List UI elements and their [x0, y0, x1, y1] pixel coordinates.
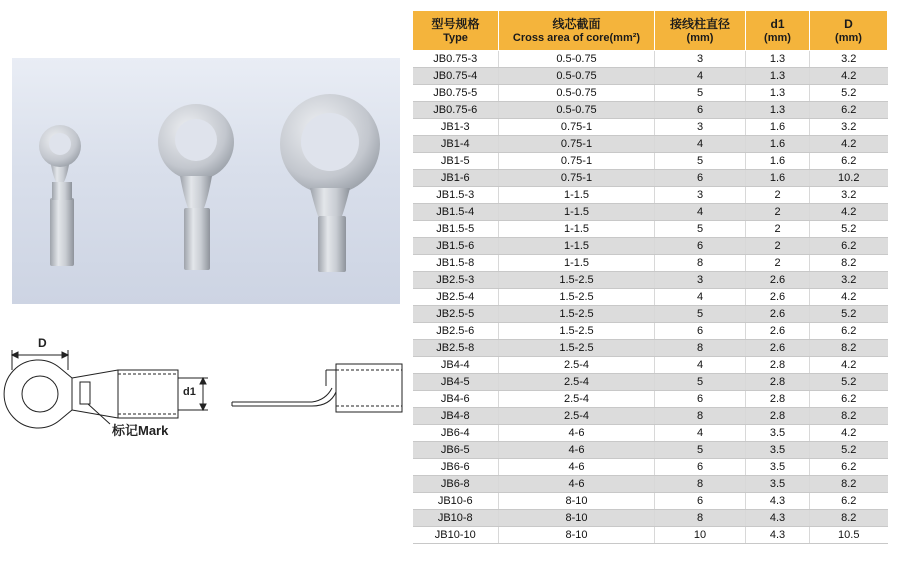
- table-row: [413, 442, 888, 459]
- table-cell-d1: 2.8: [746, 357, 810, 374]
- table-cell-d1: 2: [746, 238, 810, 255]
- table-cell-cross-area: 2.5-4: [499, 408, 655, 425]
- table-cell-cross-area: 2.5-4: [499, 357, 655, 374]
- table-row: [413, 187, 888, 204]
- table-cell-d1: 1.6: [746, 170, 810, 187]
- table-cell-d1: 3.5: [746, 442, 810, 459]
- table-cell-d: 4.2: [810, 425, 888, 442]
- table-cell-cross-area: 0.5-0.75: [499, 85, 655, 102]
- table-cell-cross-area: 0.75-1: [499, 170, 655, 187]
- table-cell-cross-area: 1.5-2.5: [499, 306, 655, 323]
- column-header-cross-area: [499, 11, 655, 51]
- table-cell-cross-area: 1-1.5: [499, 255, 655, 272]
- table-row: [413, 255, 888, 272]
- table-cell-type: JB2.5-4: [413, 289, 499, 306]
- technical-drawing: [0, 330, 410, 450]
- table-cell-d: 8.2: [810, 476, 888, 493]
- table-cell-terminal-diameter: 5: [655, 306, 746, 323]
- table-cell-terminal-diameter: 3: [655, 51, 746, 68]
- table-cell-d1: 2.8: [746, 408, 810, 425]
- table-cell-terminal-diameter: 4: [655, 68, 746, 85]
- table-cell-d: 10.2: [810, 170, 888, 187]
- table-cell-d: 6.2: [810, 391, 888, 408]
- table-cell-d: 4.2: [810, 204, 888, 221]
- table-cell-cross-area: 4-6: [499, 476, 655, 493]
- table-cell-type: JB6-4: [413, 425, 499, 442]
- table-cell-d: 8.2: [810, 408, 888, 425]
- table-row: [413, 391, 888, 408]
- column-header-d1: [746, 11, 810, 51]
- table-cell-d1: 2: [746, 255, 810, 272]
- table-row: [413, 238, 888, 255]
- table-row: [413, 323, 888, 340]
- table-row: [413, 153, 888, 170]
- table-cell-type: JB4-4: [413, 357, 499, 374]
- table-cell-d: 6.2: [810, 323, 888, 340]
- table-row: [413, 289, 888, 306]
- table-cell-type: JB1-3: [413, 119, 499, 136]
- large-terminal: [280, 94, 380, 272]
- table-cell-terminal-diameter: 6: [655, 102, 746, 119]
- table-cell-terminal-diameter: 6: [655, 391, 746, 408]
- table-row: [413, 102, 888, 119]
- table-cell-d1: 2.6: [746, 306, 810, 323]
- table-cell-terminal-diameter: 8: [655, 510, 746, 527]
- table-cell-d: 8.2: [810, 340, 888, 357]
- table-cell-d1: 1.6: [746, 136, 810, 153]
- table-cell-d1: 1.3: [746, 85, 810, 102]
- table-cell-type: JB4-6: [413, 391, 499, 408]
- table-cell-terminal-diameter: 8: [655, 476, 746, 493]
- table-cell-d: 6.2: [810, 102, 888, 119]
- table-row: [413, 493, 888, 510]
- table-cell-d: 5.2: [810, 221, 888, 238]
- table-cell-d: 3.2: [810, 272, 888, 289]
- mark-label: 标记Mark: [112, 423, 169, 438]
- table-row: [413, 136, 888, 153]
- table-body: [413, 51, 888, 544]
- table-cell-d1: 1.3: [746, 68, 810, 85]
- table-cell-d: 6.2: [810, 493, 888, 510]
- spec-table: [412, 10, 888, 544]
- table-cell-terminal-diameter: 6: [655, 493, 746, 510]
- table-cell-type: JB1.5-5: [413, 221, 499, 238]
- table-cell-cross-area: 8-10: [499, 493, 655, 510]
- table-cell-terminal-diameter: 3: [655, 187, 746, 204]
- small-terminal: [39, 125, 81, 266]
- table-cell-terminal-diameter: 4: [655, 425, 746, 442]
- table-cell-type: JB10-6: [413, 493, 499, 510]
- table-cell-d: 5.2: [810, 374, 888, 391]
- table-cell-type: JB1-5: [413, 153, 499, 170]
- table-cell-cross-area: 1.5-2.5: [499, 323, 655, 340]
- column-header-label: 型号规格: [431, 16, 480, 31]
- table-cell-type: JB1.5-4: [413, 204, 499, 221]
- mark-leader-line: [88, 404, 110, 424]
- table-cell-type: JB6-6: [413, 459, 499, 476]
- table-row: [413, 85, 888, 102]
- column-header-label: 线芯截面: [552, 16, 601, 31]
- table-cell-type: JB0.75-3: [413, 51, 499, 68]
- table-cell-cross-area: 4-6: [499, 459, 655, 476]
- table-cell-cross-area: 8-10: [499, 510, 655, 527]
- column-header-sublabel: (mm): [835, 31, 862, 44]
- table-cell-terminal-diameter: 5: [655, 153, 746, 170]
- column-header-sublabel: (mm): [764, 31, 791, 44]
- table-cell-terminal-diameter: 6: [655, 238, 746, 255]
- table-cell-terminal-diameter: 8: [655, 255, 746, 272]
- table-cell-d: 10.5: [810, 527, 888, 544]
- table-cell-d: 6.2: [810, 153, 888, 170]
- dimension-d-label: D: [38, 336, 47, 350]
- table-cell-cross-area: 1.5-2.5: [499, 289, 655, 306]
- table-row: [413, 408, 888, 425]
- table-cell-terminal-diameter: 6: [655, 323, 746, 340]
- table-row: [413, 425, 888, 442]
- table-cell-terminal-diameter: 4: [655, 204, 746, 221]
- column-header-label: 接线柱直径: [669, 16, 730, 31]
- table-cell-d: 8.2: [810, 510, 888, 527]
- table-cell-type: JB1-6: [413, 170, 499, 187]
- table-row: [413, 170, 888, 187]
- table-cell-d: 4.2: [810, 136, 888, 153]
- column-header-label: d1: [770, 16, 785, 31]
- table-cell-type: JB0.75-6: [413, 102, 499, 119]
- table-row: [413, 68, 888, 85]
- table-cell-cross-area: 1-1.5: [499, 204, 655, 221]
- table-cell-terminal-diameter: 6: [655, 170, 746, 187]
- table-row: [413, 459, 888, 476]
- table-row: [413, 340, 888, 357]
- column-header-label: D: [844, 16, 853, 31]
- table-cell-terminal-diameter: 4: [655, 289, 746, 306]
- table-cell-terminal-diameter: 5: [655, 221, 746, 238]
- table-cell-cross-area: 0.75-1: [499, 153, 655, 170]
- table-cell-terminal-diameter: 5: [655, 85, 746, 102]
- table-row: [413, 357, 888, 374]
- table-cell-d1: 2.6: [746, 340, 810, 357]
- table-cell-terminal-diameter: 8: [655, 408, 746, 425]
- table-cell-type: JB1.5-3: [413, 187, 499, 204]
- table-cell-d: 6.2: [810, 238, 888, 255]
- table-cell-d1: 2.6: [746, 289, 810, 306]
- table-cell-d1: 1.3: [746, 102, 810, 119]
- table-cell-d1: 1.3: [746, 51, 810, 68]
- table-cell-terminal-diameter: 10: [655, 527, 746, 544]
- table-cell-terminal-diameter: 6: [655, 459, 746, 476]
- table-cell-cross-area: 2.5-4: [499, 374, 655, 391]
- table-cell-d: 3.2: [810, 119, 888, 136]
- table-row: [413, 51, 888, 68]
- table-cell-d: 4.2: [810, 289, 888, 306]
- table-cell-d: 6.2: [810, 459, 888, 476]
- column-header-sublabel: Cross area of core(mm²): [512, 31, 641, 44]
- table-cell-type: JB2.5-5: [413, 306, 499, 323]
- table-row: [413, 476, 888, 493]
- table-cell-d: 8.2: [810, 255, 888, 272]
- table-cell-d1: 2: [746, 187, 810, 204]
- top-view: [4, 350, 208, 428]
- table-cell-terminal-diameter: 5: [655, 442, 746, 459]
- table-cell-terminal-diameter: 3: [655, 119, 746, 136]
- table-row: [413, 221, 888, 238]
- table-cell-d1: 3.5: [746, 425, 810, 442]
- table-cell-d1: 1.6: [746, 119, 810, 136]
- table-cell-d1: 2: [746, 221, 810, 238]
- table-cell-type: JB2.5-3: [413, 272, 499, 289]
- table-cell-d: 5.2: [810, 85, 888, 102]
- table-cell-d: 5.2: [810, 306, 888, 323]
- product-photo: [12, 58, 400, 304]
- table-cell-type: JB4-5: [413, 374, 499, 391]
- table-cell-cross-area: 0.75-1: [499, 136, 655, 153]
- table-cell-type: JB0.75-4: [413, 68, 499, 85]
- table-cell-cross-area: 8-10: [499, 527, 655, 544]
- table-cell-cross-area: 2.5-4: [499, 391, 655, 408]
- table-cell-d1: 4.3: [746, 527, 810, 544]
- table-row: [413, 306, 888, 323]
- table-cell-d: 4.2: [810, 357, 888, 374]
- table-cell-cross-area: 4-6: [499, 442, 655, 459]
- table-cell-type: JB1.5-8: [413, 255, 499, 272]
- table-cell-d: 4.2: [810, 68, 888, 85]
- table-cell-d1: 3.5: [746, 459, 810, 476]
- table-cell-cross-area: 0.5-0.75: [499, 51, 655, 68]
- ring-terminals-illustration: [12, 58, 400, 304]
- side-view: [232, 364, 402, 412]
- table-header-row: [413, 11, 888, 51]
- table-cell-cross-area: 1.5-2.5: [499, 272, 655, 289]
- table-cell-d: 5.2: [810, 442, 888, 459]
- table-cell-d1: 4.3: [746, 510, 810, 527]
- table-row: [413, 374, 888, 391]
- column-header-terminal-diameter: [655, 11, 746, 51]
- table-cell-d1: 2.6: [746, 323, 810, 340]
- table-cell-d: 3.2: [810, 187, 888, 204]
- table-cell-type: JB1-4: [413, 136, 499, 153]
- table-cell-d1: 3.5: [746, 476, 810, 493]
- medium-terminal: [158, 104, 234, 270]
- dimension-d1-label: d1: [183, 386, 196, 398]
- table-row: [413, 119, 888, 136]
- table-cell-d1: 2.8: [746, 374, 810, 391]
- table-cell-type: JB2.5-6: [413, 323, 499, 340]
- table-cell-d1: 2.6: [746, 272, 810, 289]
- table-cell-cross-area: 0.75-1: [499, 119, 655, 136]
- table-cell-cross-area: 1-1.5: [499, 221, 655, 238]
- table-cell-type: JB6-8: [413, 476, 499, 493]
- table-cell-type: JB4-8: [413, 408, 499, 425]
- table-cell-cross-area: 1-1.5: [499, 238, 655, 255]
- table-cell-type: JB2.5-8: [413, 340, 499, 357]
- table-cell-terminal-diameter: 3: [655, 272, 746, 289]
- column-header-type: [413, 11, 499, 51]
- table-cell-cross-area: 0.5-0.75: [499, 68, 655, 85]
- table-cell-type: JB0.75-5: [413, 85, 499, 102]
- table-cell-type: JB10-10: [413, 527, 499, 544]
- table-cell-d1: 2.8: [746, 391, 810, 408]
- column-header-d: [810, 11, 888, 51]
- table-cell-type: JB6-5: [413, 442, 499, 459]
- table-cell-type: JB10-8: [413, 510, 499, 527]
- table-cell-d1: 4.3: [746, 493, 810, 510]
- table-cell-cross-area: 1-1.5: [499, 187, 655, 204]
- table-cell-d1: 1.6: [746, 153, 810, 170]
- column-header-sublabel: Type: [443, 31, 468, 44]
- table-cell-d: 3.2: [810, 51, 888, 68]
- table-cell-terminal-diameter: 4: [655, 357, 746, 374]
- table-cell-terminal-diameter: 5: [655, 374, 746, 391]
- table-row: [413, 204, 888, 221]
- table-row: [413, 527, 888, 544]
- table-cell-d1: 2: [746, 204, 810, 221]
- table-cell-terminal-diameter: 4: [655, 136, 746, 153]
- table-cell-cross-area: 1.5-2.5: [499, 340, 655, 357]
- table-cell-terminal-diameter: 8: [655, 340, 746, 357]
- table-cell-cross-area: 0.5-0.75: [499, 102, 655, 119]
- table-cell-type: JB1.5-6: [413, 238, 499, 255]
- table-row: [413, 510, 888, 527]
- column-header-sublabel: (mm): [686, 31, 714, 44]
- table-row: [413, 272, 888, 289]
- table-cell-cross-area: 4-6: [499, 425, 655, 442]
